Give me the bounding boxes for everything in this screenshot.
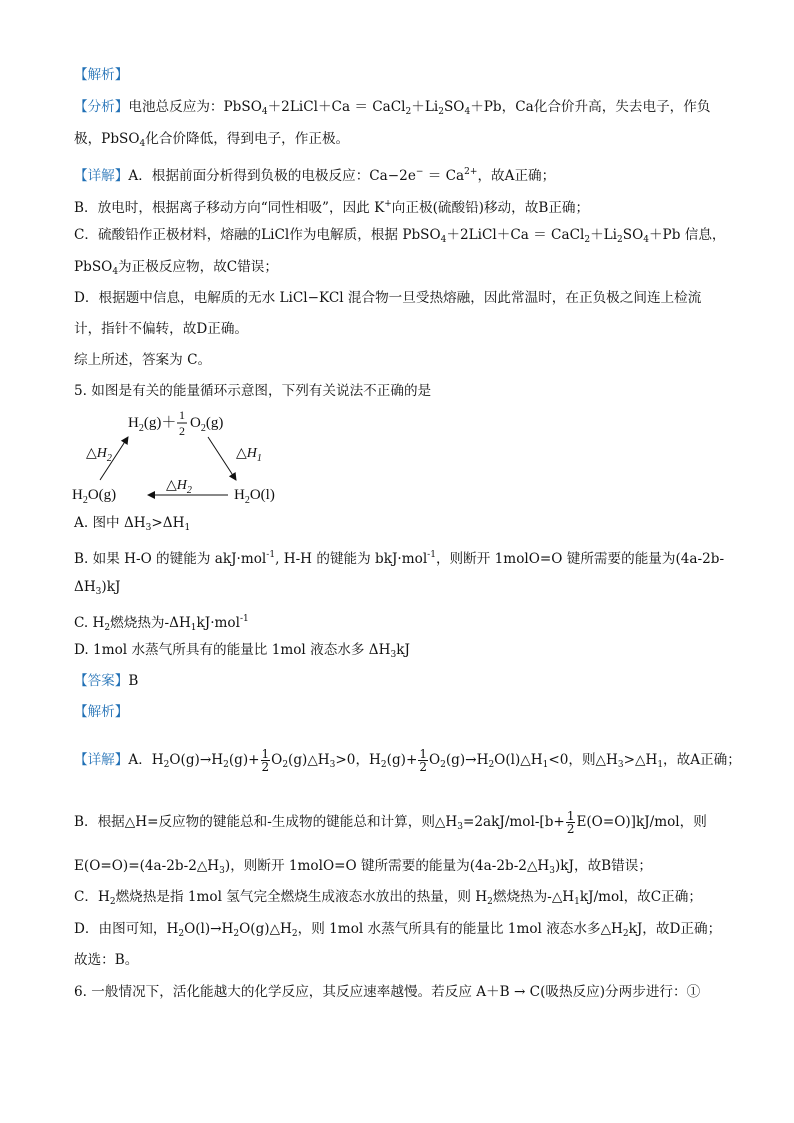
detail-2-line-b: B．根据△H=反应物的键能总和-生成物的键能总和计算，则$\triangle H_3=2akJ/mol-[b+$ $\frac{1}{2}$ E(O=O)]kJ/mol，则 bbox=[74, 809, 707, 836]
question-6: 6. 一般情况下，活化能越大的化学反应，其反应速率越慢。若反应 A＋B → C(吸热反应)分两步进行：① bbox=[74, 984, 701, 1000]
detail-line-d2: 计，指针不偏转，故D正确。 bbox=[74, 321, 249, 337]
option-a: A. 图中 $\Delta H_3>\Delta H_1$ bbox=[74, 515, 191, 533]
h2o-gas-label: $H_2O(g)$ bbox=[72, 487, 117, 505]
fraction: $\frac{1}{2}$ bbox=[261, 747, 270, 774]
question-5: 5. 如图是有关的能量循环示意图，下列有关说法不正确的是 bbox=[74, 383, 432, 399]
explanation-heading: 【解析】 bbox=[74, 704, 129, 720]
option-d: D. 1mol 水蒸气所具有的能量比 1mol 液态水多 $\Delta H_3kJ$ bbox=[74, 642, 410, 660]
energy-cycle-diagram bbox=[60, 405, 300, 505]
option-c: C. $H_2$燃烧热为$-\Delta H_1kJ\cdot mol^{-1}$ bbox=[74, 614, 249, 633]
frac-den: 2 bbox=[179, 424, 185, 438]
detail-2-line-a: 【详解】A．$H_2O(g)\to H_2(g)+$ $\frac{1}{2}$ $O_2(g)\triangle H_3>0$，$H_2(g)+$ $\frac{1}{2}$ $O_2(g)\to H_2O(l)\triangle H_1<0$，则$\triangle H_3>\triangle H_1$，故A正确； bbox=[74, 747, 741, 774]
answer-line: 【答案】B bbox=[74, 673, 139, 689]
analysis-line-2: 极，PbSO$_4$化合价降低，得到电子，作正极。 bbox=[74, 131, 350, 149]
option-b-line-2: $\Delta H_3)kJ$ bbox=[74, 579, 121, 597]
summary-line: 综上所述，答案为 C。 bbox=[74, 352, 212, 368]
fraction: $\frac{1}{2}$ bbox=[566, 809, 575, 836]
top-species-label: $H_2(g)+$ bbox=[128, 415, 177, 434]
detail-2-line-c: C．$H_2$燃烧热是指 1mol 氢气完全燃烧生成液态水放出的热量，则 $H_2$燃烧热为$-\triangle H_1kJ$/mol，故C正确； bbox=[74, 889, 702, 907]
detail-line-b: B．放电时，根据离子移动方向“同性相吸”，因此 K+向正极(硫酸铅)移动，故B正确； bbox=[74, 199, 590, 216]
dh2-left-label: $\triangle H_2$ bbox=[86, 446, 112, 464]
fraction: $\frac{1}{2}$ bbox=[419, 747, 427, 774]
dh1-label: $\triangle H_1$ bbox=[236, 446, 262, 464]
detail-2-line-b2: $E(O=O)=(4a-2b-2\triangle H_3)$，则断开 1molO=O 键所需要的能量为$(4a-2b-2\triangle H_3)kJ$，故B错误； bbox=[74, 858, 652, 876]
conclusion-line: 故选：B。 bbox=[74, 952, 139, 968]
top-o2-label: $O_2(g)$ bbox=[190, 415, 224, 434]
detail-line-d: D．根据题中信息，电解质的无水 LiCl−KCl 混合物一旦受热熔融，因此常温时，在正负极之间连上检流 bbox=[74, 290, 702, 306]
detail-line-c2: PbSO$_4$为正极反应物，故C错误； bbox=[74, 259, 278, 277]
option-b-line-1: B. 如果 H-O 的键能为 akJ·mol$^{-1}$, H-H 的键能为 bkJ·mol$^{-1}$，则断开 1molO=O 键所需要的能量为(4a-2b- bbox=[74, 550, 725, 567]
arrow-dh1 bbox=[208, 437, 236, 480]
detail-line-a: 【详解】A．根据前面分析得到负极的电极反应：$Ca-2e^- = Ca^{2+}$，故A正确； bbox=[74, 167, 556, 184]
dh2-bottom-label: $\triangle H_2$ bbox=[166, 478, 192, 496]
analysis-heading: 【解析】 bbox=[74, 67, 129, 83]
frac-num: 1 bbox=[179, 408, 185, 422]
detail-2-line-d: D．由图可知，$H_2O(l)\to H_2O(g)\triangle H_2$，则 1mol 水蒸气所具有的能量比 1mol 液态水多$\triangle H_2kJ$，故D正确； bbox=[74, 921, 722, 939]
detail-line-c: C．硫酸铅作正极材料，熔融的LiCl作为电解质，根据 PbSO$_4$＋2LiCl＋Ca ＝ $CaCl_2+Li_2SO_4+Pb$ 信息， bbox=[74, 227, 726, 245]
analysis-line-1: 【分析】电池总反应为：PbSO$_4$＋2LiCl＋Ca ＝ $CaCl_2+Li_2SO_4+Pb$，Ca化合价升高，失去电子，作负 bbox=[74, 99, 711, 117]
h2o-liquid-label: $H_2O(l)$ bbox=[234, 487, 275, 505]
